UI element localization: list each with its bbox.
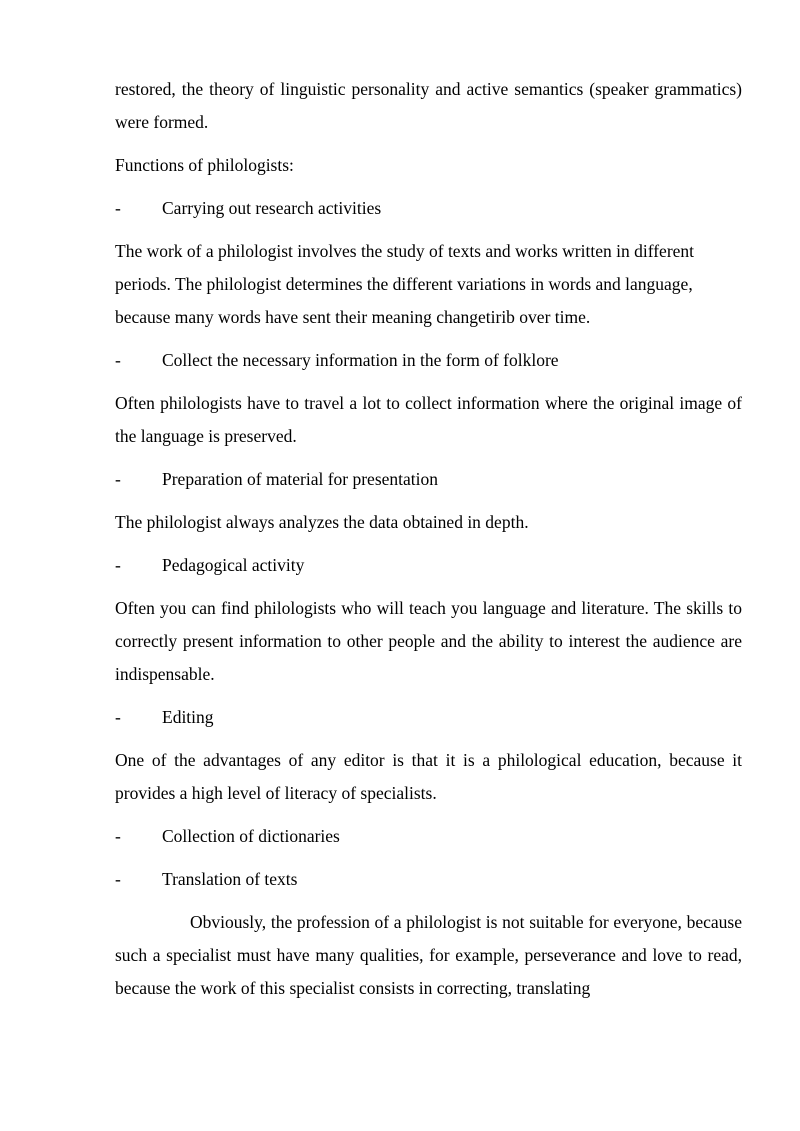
paragraph-research: The work of a philologist involves the study of texts and works written in different periods. The philologist determines the different variations in words and language, because many words have sent their meaning changetirib over time. bbox=[115, 241, 695, 327]
list-item-text: Pedagogical activity bbox=[162, 555, 305, 575]
list-item bbox=[115, 549, 742, 582]
list-item-text: Preparation of material for presentation bbox=[162, 469, 439, 489]
list-item bbox=[115, 192, 742, 225]
list-item-text: Collect the necessary information in the form of folklore bbox=[162, 350, 559, 370]
list-marker: - bbox=[115, 469, 121, 489]
paragraph-editing: One of the advantages of any editor is that it is a philological education, because it provides a high level of literacy of specialists. bbox=[115, 750, 742, 803]
document-body bbox=[115, 73, 742, 1015]
list-item-text: Collection of dictionaries bbox=[162, 826, 340, 846]
list-item bbox=[115, 344, 742, 377]
list-marker: - bbox=[115, 707, 121, 727]
paragraph-pedagogical: Often you can find philologists who will teach you language and literature. The skills to correctly present information to other people and the ability to interest the audience are indispensable. bbox=[115, 598, 742, 684]
list-marker: - bbox=[115, 826, 121, 846]
list-item-text: Carrying out research activities bbox=[162, 198, 382, 218]
list-item bbox=[115, 820, 742, 853]
paragraph-functions-heading: Functions of philologists: bbox=[115, 155, 294, 175]
paragraph-conclusion: Obviously, the profession of a philologist is not suitable for everyone, because such a specialist must have many qualities, for example, perseverance and love to read, because the work of this specialist consists in correcting, translating bbox=[115, 912, 742, 998]
list-item-text: Editing bbox=[162, 707, 214, 727]
list-marker: - bbox=[115, 555, 121, 575]
paragraph-presentation: The philologist always analyzes the data obtained in depth. bbox=[115, 512, 529, 532]
list-item bbox=[115, 701, 742, 734]
list-marker: - bbox=[115, 869, 121, 889]
list-marker: - bbox=[115, 350, 121, 370]
list-item-text: Translation of texts bbox=[162, 869, 298, 889]
list-item bbox=[115, 463, 742, 496]
paragraph-intro: restored, the theory of linguistic personality and active semantics (speaker grammatics) were formed. bbox=[115, 79, 742, 132]
paragraph-folklore: Often philologists have to travel a lot to collect information where the original image of the language is preserved. bbox=[115, 393, 742, 446]
list-item bbox=[115, 863, 742, 896]
list-marker: - bbox=[115, 198, 121, 218]
